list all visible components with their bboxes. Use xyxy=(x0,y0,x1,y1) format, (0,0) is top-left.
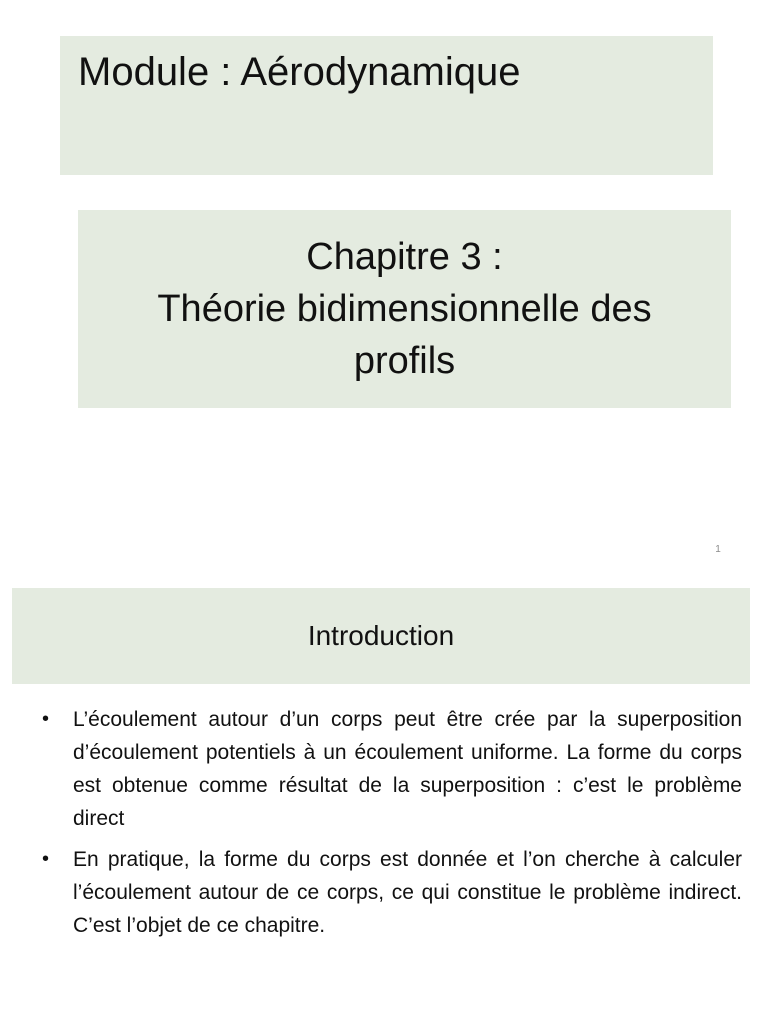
section-title: Introduction xyxy=(307,620,455,651)
list-item xyxy=(42,843,742,942)
bullet-dot-icon: • xyxy=(42,708,50,730)
chapter-title-line: Théorie bidimensionnelle des xyxy=(157,288,652,330)
chapter-number: Chapitre 3 : xyxy=(306,236,503,278)
chapter-title-line: profils xyxy=(353,340,456,382)
module-title: Module : Aérodynamique xyxy=(78,50,521,94)
bullet-list xyxy=(42,703,742,950)
bullet-text: L’écoulement autour d’un corps peut être crée par la superposition d’écoulement potentiels à un écoulement uniforme. La forme du corps est obtenue comme résultat de la superposition : c’est le problème direct xyxy=(73,708,742,830)
bullet-dot-icon: • xyxy=(42,848,50,870)
section-title-box xyxy=(12,588,750,684)
bullet-text: En pratique, la forme du corps est donnée et l’on cherche à calculer l’écoulement autour de ce corps, ce qui constitue le problème indirect. C’est l’objet de ce chapitre. xyxy=(73,848,742,937)
chapter-title-box xyxy=(78,210,731,408)
page-number: 1 xyxy=(715,544,721,555)
list-item xyxy=(42,703,742,835)
